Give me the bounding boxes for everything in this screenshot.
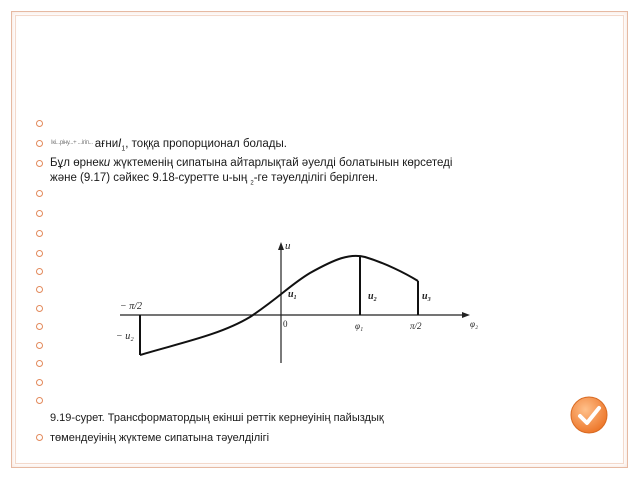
x-axis-arrow-icon bbox=[462, 312, 470, 318]
bullet-marker bbox=[36, 120, 43, 127]
checkmark-icon bbox=[569, 395, 609, 435]
line3-suffix: -ге тәуелділігі берілген. bbox=[253, 172, 378, 184]
line1-suffix: , тоққа пропорционал болады. bbox=[125, 138, 287, 150]
label-phi: φ₁ bbox=[355, 321, 364, 331]
figure-caption-line-2: төмендеуінің жүктеме сипатына тәуелділігі bbox=[50, 432, 270, 444]
bullet-marker bbox=[36, 323, 43, 330]
text-line-3 bbox=[50, 170, 378, 191]
line2-suffix: жүктеменің сипатына айтарлықтай әуелді болатынын көрсетеді bbox=[110, 157, 453, 169]
line1-symbol: I bbox=[118, 138, 122, 150]
line3-prefix: және (9.17) сәйкес 9.18-суретте u-ың bbox=[50, 172, 251, 184]
label-pos-half-pi: π/2 bbox=[410, 321, 422, 331]
voltage-curve bbox=[140, 256, 418, 355]
bullet-marker bbox=[36, 250, 43, 257]
line2-symbol: u bbox=[103, 157, 111, 169]
bullet-marker bbox=[36, 230, 43, 237]
label-neg-ua: − u₂ bbox=[116, 331, 134, 342]
figure-caption-line-1: 9.19-сурет. Трансформатордың екінші реттік кернеуінің пайыздық bbox=[50, 412, 384, 424]
bullet-marker bbox=[36, 268, 43, 275]
label-ua: u₁ bbox=[288, 289, 298, 300]
label-uk: u₃ bbox=[422, 291, 432, 302]
y-axis-label: u bbox=[285, 240, 291, 252]
bullet-marker bbox=[36, 305, 43, 312]
bullet-marker bbox=[36, 210, 43, 217]
line2-prefix: Бұл өрнек bbox=[50, 157, 104, 169]
bullet-marker bbox=[36, 397, 43, 404]
text-line-1 bbox=[51, 135, 287, 157]
bullet-marker bbox=[36, 160, 43, 167]
bullet-marker bbox=[36, 342, 43, 349]
label-zero: 0 bbox=[283, 319, 288, 329]
text-line-2 bbox=[50, 155, 452, 171]
bullet-marker bbox=[36, 286, 43, 293]
bullet-marker bbox=[36, 434, 43, 441]
y-axis-arrow-icon bbox=[278, 242, 284, 250]
line3-sub: 2 bbox=[250, 180, 254, 187]
label-neg-half-pi: − π/2 bbox=[120, 301, 143, 312]
faded-formula-text: Ікі...ріну...+ ...ігіп... bbox=[51, 140, 93, 146]
figure-9-19-graph bbox=[110, 235, 495, 365]
x-axis-label: φ₂ bbox=[470, 319, 479, 329]
bullet-marker bbox=[36, 140, 43, 147]
line1-prefix: ағни bbox=[94, 138, 119, 150]
bullet-marker bbox=[36, 190, 43, 197]
label-ur: u₂ bbox=[368, 291, 378, 302]
bullet-marker bbox=[36, 360, 43, 367]
line1-subscript: 1 bbox=[121, 145, 126, 153]
bullet-marker bbox=[36, 379, 43, 386]
